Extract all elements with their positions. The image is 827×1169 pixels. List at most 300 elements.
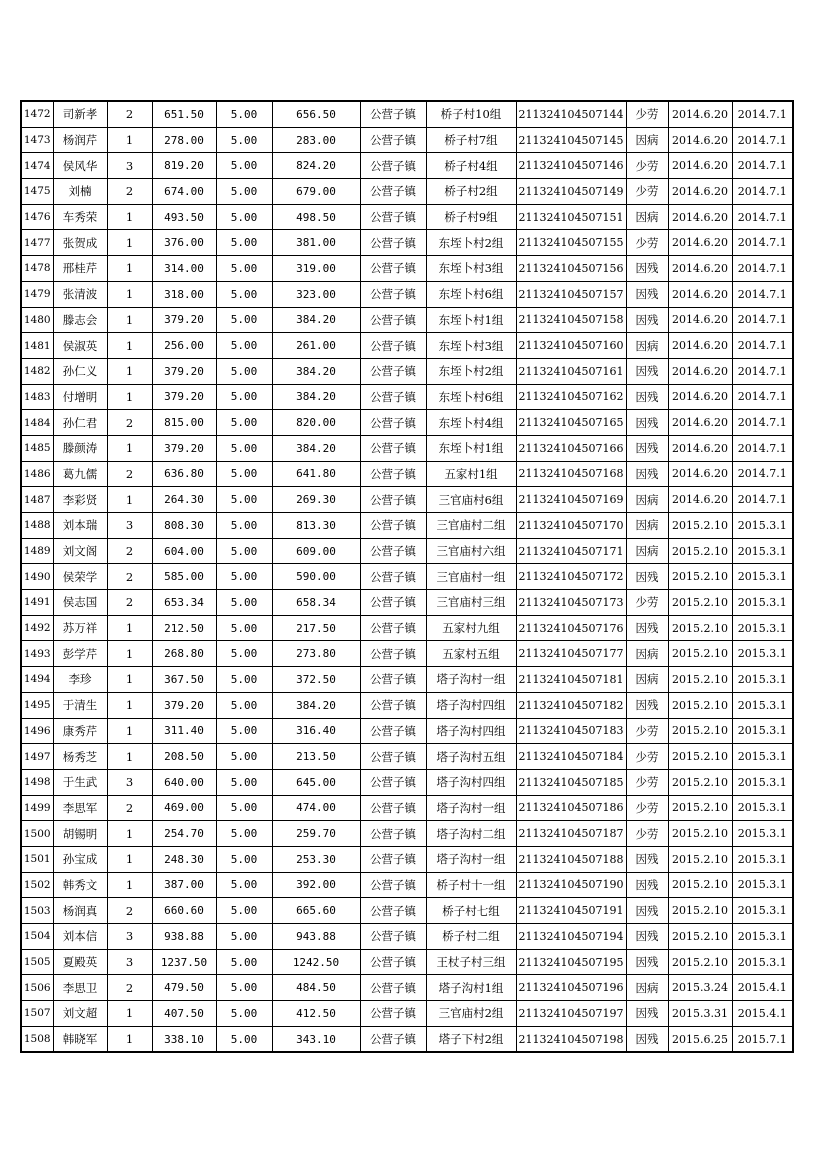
table-row xyxy=(21,769,793,795)
total-amount-cell: 943.88 xyxy=(272,924,360,950)
village-group-cell: 三官庙村2组 xyxy=(426,1001,516,1027)
start-date-cell: 2015.3.1 xyxy=(732,949,793,975)
household-size-cell: 3 xyxy=(107,949,152,975)
township-cell: 公营子镇 xyxy=(360,101,426,127)
row-number: 1500 xyxy=(21,821,53,847)
start-date-cell: 2015.3.1 xyxy=(732,641,793,667)
start-date-cell: 2014.7.1 xyxy=(732,281,793,307)
reason-cell: 因病 xyxy=(626,641,668,667)
township-cell: 公营子镇 xyxy=(360,949,426,975)
row-number: 1508 xyxy=(21,1026,53,1052)
table-row xyxy=(21,924,793,950)
name-cell: 滕志会 xyxy=(53,307,107,333)
table-row xyxy=(21,898,793,924)
total-amount-cell: 820.00 xyxy=(272,410,360,436)
total-amount-cell: 261.00 xyxy=(272,333,360,359)
start-date-cell: 2015.3.1 xyxy=(732,924,793,950)
approval-date-cell: 2015.2.10 xyxy=(668,872,732,898)
base-amount-cell: 254.70 xyxy=(152,821,216,847)
increment-cell: 5.00 xyxy=(216,358,272,384)
increment-cell: 5.00 xyxy=(216,256,272,282)
village-group-cell: 王杖子村三组 xyxy=(426,949,516,975)
name-cell: 张贺成 xyxy=(53,230,107,256)
name-cell: 侯风华 xyxy=(53,153,107,179)
row-number: 1479 xyxy=(21,281,53,307)
table-body xyxy=(21,101,793,1052)
increment-cell: 5.00 xyxy=(216,179,272,205)
base-amount-cell: 938.88 xyxy=(152,924,216,950)
table-row xyxy=(21,230,793,256)
township-cell: 公营子镇 xyxy=(360,615,426,641)
start-date-cell: 2014.7.1 xyxy=(732,461,793,487)
name-cell: 孙仁义 xyxy=(53,358,107,384)
township-cell: 公营子镇 xyxy=(360,461,426,487)
start-date-cell: 2014.7.1 xyxy=(732,358,793,384)
approval-date-cell: 2014.6.20 xyxy=(668,487,732,513)
id-number-cell: 211324104507197 xyxy=(516,1001,626,1027)
base-amount-cell: 314.00 xyxy=(152,256,216,282)
increment-cell: 5.00 xyxy=(216,667,272,693)
start-date-cell: 2014.7.1 xyxy=(732,101,793,127)
id-number-cell: 211324104507198 xyxy=(516,1026,626,1052)
table-row xyxy=(21,718,793,744)
row-number: 1499 xyxy=(21,795,53,821)
household-size-cell: 1 xyxy=(107,821,152,847)
name-cell: 苏万祥 xyxy=(53,615,107,641)
name-cell: 孙仁君 xyxy=(53,410,107,436)
village-group-cell: 塔子沟村四组 xyxy=(426,769,516,795)
household-size-cell: 2 xyxy=(107,898,152,924)
row-number: 1504 xyxy=(21,924,53,950)
reason-cell: 因残 xyxy=(626,872,668,898)
row-number: 1493 xyxy=(21,641,53,667)
township-cell: 公营子镇 xyxy=(360,846,426,872)
township-cell: 公营子镇 xyxy=(360,358,426,384)
total-amount-cell: 484.50 xyxy=(272,975,360,1001)
approval-date-cell: 2015.2.10 xyxy=(668,615,732,641)
row-number: 1485 xyxy=(21,435,53,461)
table-row xyxy=(21,461,793,487)
approval-date-cell: 2015.2.10 xyxy=(668,898,732,924)
reason-cell: 因病 xyxy=(626,204,668,230)
table-row xyxy=(21,179,793,205)
name-cell: 刘本瑞 xyxy=(53,513,107,539)
base-amount-cell: 651.50 xyxy=(152,101,216,127)
township-cell: 公营子镇 xyxy=(360,821,426,847)
increment-cell: 5.00 xyxy=(216,564,272,590)
id-number-cell: 211324104507188 xyxy=(516,846,626,872)
row-number: 1503 xyxy=(21,898,53,924)
base-amount-cell: 376.00 xyxy=(152,230,216,256)
row-number: 1492 xyxy=(21,615,53,641)
reason-cell: 因残 xyxy=(626,461,668,487)
name-cell: 刘文超 xyxy=(53,1001,107,1027)
base-amount-cell: 248.30 xyxy=(152,846,216,872)
id-number-cell: 211324104507161 xyxy=(516,358,626,384)
base-amount-cell: 311.40 xyxy=(152,718,216,744)
base-amount-cell: 264.30 xyxy=(152,487,216,513)
table-row xyxy=(21,256,793,282)
township-cell: 公营子镇 xyxy=(360,410,426,436)
table-row xyxy=(21,590,793,616)
id-number-cell: 211324104507182 xyxy=(516,692,626,718)
township-cell: 公营子镇 xyxy=(360,924,426,950)
total-amount-cell: 679.00 xyxy=(272,179,360,205)
village-group-cell: 东垤卜村3组 xyxy=(426,256,516,282)
name-cell: 李彩贤 xyxy=(53,487,107,513)
increment-cell: 5.00 xyxy=(216,846,272,872)
base-amount-cell: 379.20 xyxy=(152,692,216,718)
reason-cell: 因残 xyxy=(626,256,668,282)
increment-cell: 5.00 xyxy=(216,744,272,770)
id-number-cell: 211324104507157 xyxy=(516,281,626,307)
start-date-cell: 2015.3.1 xyxy=(732,769,793,795)
row-number: 1495 xyxy=(21,692,53,718)
household-size-cell: 1 xyxy=(107,744,152,770)
table-row xyxy=(21,615,793,641)
id-number-cell: 211324104507155 xyxy=(516,230,626,256)
total-amount-cell: 217.50 xyxy=(272,615,360,641)
increment-cell: 5.00 xyxy=(216,307,272,333)
reason-cell: 少劳 xyxy=(626,744,668,770)
reason-cell: 因残 xyxy=(626,1001,668,1027)
table-row xyxy=(21,281,793,307)
village-group-cell: 桥子村4组 xyxy=(426,153,516,179)
village-group-cell: 桥子村2组 xyxy=(426,179,516,205)
approval-date-cell: 2014.6.20 xyxy=(668,410,732,436)
base-amount-cell: 379.20 xyxy=(152,307,216,333)
start-date-cell: 2015.3.1 xyxy=(732,564,793,590)
start-date-cell: 2014.7.1 xyxy=(732,256,793,282)
approval-date-cell: 2014.6.20 xyxy=(668,101,732,127)
id-number-cell: 211324104507144 xyxy=(516,101,626,127)
name-cell: 孙宝成 xyxy=(53,846,107,872)
increment-cell: 5.00 xyxy=(216,281,272,307)
name-cell: 车秀荣 xyxy=(53,204,107,230)
id-number-cell: 211324104507173 xyxy=(516,590,626,616)
row-number: 1472 xyxy=(21,101,53,127)
reason-cell: 因病 xyxy=(626,333,668,359)
household-size-cell: 1 xyxy=(107,281,152,307)
village-group-cell: 塔子沟村四组 xyxy=(426,718,516,744)
name-cell: 侯淑英 xyxy=(53,333,107,359)
township-cell: 公营子镇 xyxy=(360,307,426,333)
id-number-cell: 211324104507191 xyxy=(516,898,626,924)
increment-cell: 5.00 xyxy=(216,1026,272,1052)
total-amount-cell: 498.50 xyxy=(272,204,360,230)
start-date-cell: 2015.3.1 xyxy=(732,692,793,718)
name-cell: 邢桂芹 xyxy=(53,256,107,282)
increment-cell: 5.00 xyxy=(216,513,272,539)
increment-cell: 5.00 xyxy=(216,821,272,847)
base-amount-cell: 318.00 xyxy=(152,281,216,307)
row-number: 1488 xyxy=(21,513,53,539)
start-date-cell: 2014.7.1 xyxy=(732,307,793,333)
id-number-cell: 211324104507194 xyxy=(516,924,626,950)
village-group-cell: 塔子沟村1组 xyxy=(426,975,516,1001)
name-cell: 胡锡明 xyxy=(53,821,107,847)
id-number-cell: 211324104507168 xyxy=(516,461,626,487)
row-number: 1486 xyxy=(21,461,53,487)
name-cell: 杨润芹 xyxy=(53,127,107,153)
name-cell: 李思军 xyxy=(53,795,107,821)
approval-date-cell: 2014.6.20 xyxy=(668,179,732,205)
village-group-cell: 桥子村9组 xyxy=(426,204,516,230)
household-size-cell: 1 xyxy=(107,256,152,282)
start-date-cell: 2014.7.1 xyxy=(732,153,793,179)
increment-cell: 5.00 xyxy=(216,204,272,230)
row-number: 1481 xyxy=(21,333,53,359)
household-size-cell: 2 xyxy=(107,795,152,821)
reason-cell: 少劳 xyxy=(626,795,668,821)
village-group-cell: 五家村九组 xyxy=(426,615,516,641)
name-cell: 滕颜涛 xyxy=(53,435,107,461)
total-amount-cell: 665.60 xyxy=(272,898,360,924)
increment-cell: 5.00 xyxy=(216,333,272,359)
household-size-cell: 1 xyxy=(107,307,152,333)
total-amount-cell: 269.30 xyxy=(272,487,360,513)
total-amount-cell: 474.00 xyxy=(272,795,360,821)
reason-cell: 因残 xyxy=(626,846,668,872)
row-number: 1502 xyxy=(21,872,53,898)
increment-cell: 5.00 xyxy=(216,384,272,410)
name-cell: 杨秀芝 xyxy=(53,744,107,770)
reason-cell: 因残 xyxy=(626,692,668,718)
township-cell: 公营子镇 xyxy=(360,872,426,898)
table-row xyxy=(21,641,793,667)
table-row xyxy=(21,538,793,564)
total-amount-cell: 316.40 xyxy=(272,718,360,744)
id-number-cell: 211324104507158 xyxy=(516,307,626,333)
id-number-cell: 211324104507185 xyxy=(516,769,626,795)
total-amount-cell: 381.00 xyxy=(272,230,360,256)
village-group-cell: 三官庙村二组 xyxy=(426,513,516,539)
household-size-cell: 2 xyxy=(107,975,152,1001)
start-date-cell: 2014.7.1 xyxy=(732,127,793,153)
name-cell: 彭学芹 xyxy=(53,641,107,667)
base-amount-cell: 636.80 xyxy=(152,461,216,487)
reason-cell: 因残 xyxy=(626,898,668,924)
approval-date-cell: 2014.6.20 xyxy=(668,281,732,307)
row-number: 1477 xyxy=(21,230,53,256)
township-cell: 公营子镇 xyxy=(360,590,426,616)
village-group-cell: 东垤卜村1组 xyxy=(426,307,516,333)
approval-date-cell: 2014.6.20 xyxy=(668,333,732,359)
id-number-cell: 211324104507184 xyxy=(516,744,626,770)
id-number-cell: 211324104507181 xyxy=(516,667,626,693)
total-amount-cell: 384.20 xyxy=(272,307,360,333)
total-amount-cell: 384.20 xyxy=(272,692,360,718)
base-amount-cell: 1237.50 xyxy=(152,949,216,975)
reason-cell: 因残 xyxy=(626,924,668,950)
table-row xyxy=(21,795,793,821)
row-number: 1490 xyxy=(21,564,53,590)
reason-cell: 因残 xyxy=(626,281,668,307)
approval-date-cell: 2015.2.10 xyxy=(668,564,732,590)
increment-cell: 5.00 xyxy=(216,949,272,975)
reason-cell: 因残 xyxy=(626,1026,668,1052)
approval-date-cell: 2014.6.20 xyxy=(668,230,732,256)
increment-cell: 5.00 xyxy=(216,435,272,461)
total-amount-cell: 323.00 xyxy=(272,281,360,307)
row-number: 1476 xyxy=(21,204,53,230)
approval-date-cell: 2014.6.20 xyxy=(668,461,732,487)
village-group-cell: 五家村五组 xyxy=(426,641,516,667)
table-row xyxy=(21,384,793,410)
start-date-cell: 2015.3.1 xyxy=(732,821,793,847)
village-group-cell: 五家村1组 xyxy=(426,461,516,487)
base-amount-cell: 212.50 xyxy=(152,615,216,641)
township-cell: 公营子镇 xyxy=(360,127,426,153)
increment-cell: 5.00 xyxy=(216,127,272,153)
start-date-cell: 2015.3.1 xyxy=(732,615,793,641)
reason-cell: 因病 xyxy=(626,487,668,513)
increment-cell: 5.00 xyxy=(216,769,272,795)
start-date-cell: 2015.3.1 xyxy=(732,898,793,924)
row-number: 1497 xyxy=(21,744,53,770)
village-group-cell: 桥子村二组 xyxy=(426,924,516,950)
row-number: 1475 xyxy=(21,179,53,205)
village-group-cell: 东垤卜村2组 xyxy=(426,358,516,384)
row-number: 1482 xyxy=(21,358,53,384)
reason-cell: 因残 xyxy=(626,564,668,590)
township-cell: 公营子镇 xyxy=(360,667,426,693)
base-amount-cell: 208.50 xyxy=(152,744,216,770)
name-cell: 李思卫 xyxy=(53,975,107,1001)
id-number-cell: 211324104507149 xyxy=(516,179,626,205)
name-cell: 夏殿英 xyxy=(53,949,107,975)
table-row xyxy=(21,975,793,1001)
approval-date-cell: 2015.2.10 xyxy=(668,795,732,821)
township-cell: 公营子镇 xyxy=(360,769,426,795)
household-size-cell: 1 xyxy=(107,230,152,256)
start-date-cell: 2015.3.1 xyxy=(732,872,793,898)
household-size-cell: 2 xyxy=(107,590,152,616)
village-group-cell: 三官庙村三组 xyxy=(426,590,516,616)
approval-date-cell: 2015.3.31 xyxy=(668,1001,732,1027)
reason-cell: 因病 xyxy=(626,513,668,539)
table-row xyxy=(21,821,793,847)
id-number-cell: 211324104507196 xyxy=(516,975,626,1001)
id-number-cell: 211324104507162 xyxy=(516,384,626,410)
reason-cell: 因残 xyxy=(626,358,668,384)
table-row xyxy=(21,667,793,693)
row-number: 1496 xyxy=(21,718,53,744)
base-amount-cell: 379.20 xyxy=(152,358,216,384)
name-cell: 韩晓军 xyxy=(53,1026,107,1052)
total-amount-cell: 609.00 xyxy=(272,538,360,564)
household-size-cell: 2 xyxy=(107,538,152,564)
household-size-cell: 1 xyxy=(107,333,152,359)
household-size-cell: 2 xyxy=(107,179,152,205)
name-cell: 侯荣学 xyxy=(53,564,107,590)
row-number: 1474 xyxy=(21,153,53,179)
household-size-cell: 2 xyxy=(107,101,152,127)
increment-cell: 5.00 xyxy=(216,230,272,256)
village-group-cell: 桥子村10组 xyxy=(426,101,516,127)
household-size-cell: 3 xyxy=(107,153,152,179)
table-row xyxy=(21,101,793,127)
base-amount-cell: 407.50 xyxy=(152,1001,216,1027)
name-cell: 刘文阁 xyxy=(53,538,107,564)
name-cell: 刘楠 xyxy=(53,179,107,205)
reason-cell: 因病 xyxy=(626,538,668,564)
approval-date-cell: 2015.2.10 xyxy=(668,590,732,616)
household-size-cell: 1 xyxy=(107,872,152,898)
table-row xyxy=(21,949,793,975)
table-row xyxy=(21,204,793,230)
row-number: 1507 xyxy=(21,1001,53,1027)
base-amount-cell: 367.50 xyxy=(152,667,216,693)
start-date-cell: 2015.3.1 xyxy=(732,513,793,539)
start-date-cell: 2015.4.1 xyxy=(732,1001,793,1027)
household-size-cell: 2 xyxy=(107,564,152,590)
reason-cell: 少劳 xyxy=(626,821,668,847)
name-cell: 侯志国 xyxy=(53,590,107,616)
start-date-cell: 2014.7.1 xyxy=(732,384,793,410)
township-cell: 公营子镇 xyxy=(360,384,426,410)
id-number-cell: 211324104507176 xyxy=(516,615,626,641)
increment-cell: 5.00 xyxy=(216,615,272,641)
approval-date-cell: 2014.6.20 xyxy=(668,384,732,410)
start-date-cell: 2014.7.1 xyxy=(732,410,793,436)
reason-cell: 因残 xyxy=(626,307,668,333)
approval-date-cell: 2014.6.20 xyxy=(668,204,732,230)
approval-date-cell: 2015.2.10 xyxy=(668,949,732,975)
approval-date-cell: 2015.2.10 xyxy=(668,821,732,847)
row-number: 1489 xyxy=(21,538,53,564)
base-amount-cell: 660.60 xyxy=(152,898,216,924)
start-date-cell: 2015.3.1 xyxy=(732,538,793,564)
name-cell: 张清波 xyxy=(53,281,107,307)
base-amount-cell: 808.30 xyxy=(152,513,216,539)
name-cell: 杨润真 xyxy=(53,898,107,924)
household-size-cell: 1 xyxy=(107,615,152,641)
village-group-cell: 桥子村七组 xyxy=(426,898,516,924)
township-cell: 公营子镇 xyxy=(360,975,426,1001)
id-number-cell: 211324104507170 xyxy=(516,513,626,539)
base-amount-cell: 604.00 xyxy=(152,538,216,564)
household-size-cell: 1 xyxy=(107,487,152,513)
village-group-cell: 东垤卜村6组 xyxy=(426,384,516,410)
base-amount-cell: 338.10 xyxy=(152,1026,216,1052)
village-group-cell: 桥子村7组 xyxy=(426,127,516,153)
township-cell: 公营子镇 xyxy=(360,692,426,718)
approval-date-cell: 2015.2.10 xyxy=(668,718,732,744)
total-amount-cell: 273.80 xyxy=(272,641,360,667)
increment-cell: 5.00 xyxy=(216,872,272,898)
name-cell: 韩秀文 xyxy=(53,872,107,898)
records-table xyxy=(20,100,794,1053)
village-group-cell: 塔子沟村一组 xyxy=(426,795,516,821)
increment-cell: 5.00 xyxy=(216,101,272,127)
approval-date-cell: 2014.6.20 xyxy=(668,435,732,461)
name-cell: 付增明 xyxy=(53,384,107,410)
increment-cell: 5.00 xyxy=(216,410,272,436)
table-row xyxy=(21,435,793,461)
table-row xyxy=(21,846,793,872)
name-cell: 李珍 xyxy=(53,667,107,693)
id-number-cell: 211324104507177 xyxy=(516,641,626,667)
increment-cell: 5.00 xyxy=(216,718,272,744)
table-row xyxy=(21,1026,793,1052)
table-row xyxy=(21,127,793,153)
approval-date-cell: 2014.6.20 xyxy=(668,127,732,153)
row-number: 1473 xyxy=(21,127,53,153)
start-date-cell: 2014.7.1 xyxy=(732,333,793,359)
id-number-cell: 211324104507169 xyxy=(516,487,626,513)
approval-date-cell: 2014.6.20 xyxy=(668,153,732,179)
